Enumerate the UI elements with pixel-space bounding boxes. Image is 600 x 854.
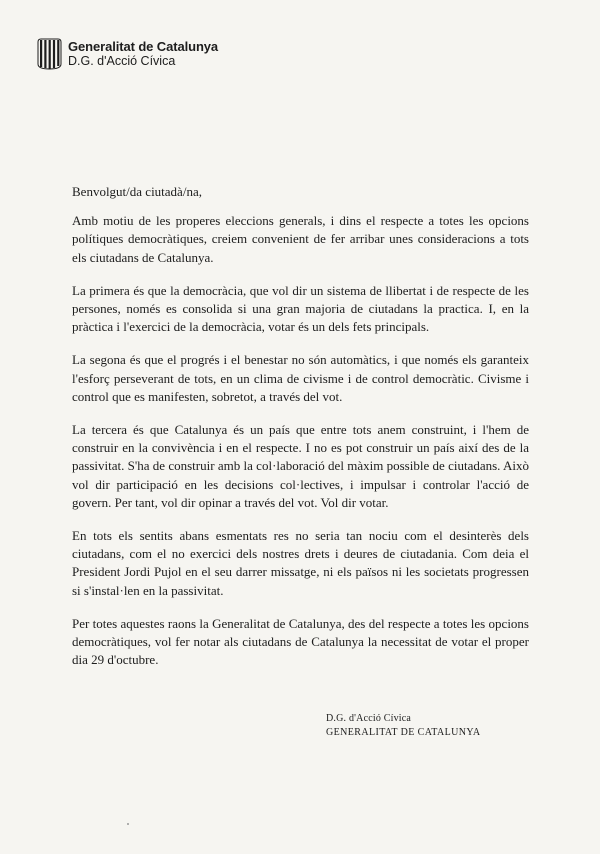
- organization-block: [68, 38, 218, 68]
- letter-paragraph: En tots els sentits abans esmentats res no seria tan nociu com el desinterès dels ciutadans, com el no exercici dels nostres drets i deures de ciutadania. Com deia el President Jordi Pujol en el seu darrer missatge, ni els països ni les societats progressen si s'instal·len en la passivitat.: [72, 528, 529, 598]
- paper-speck: [127, 823, 129, 825]
- letter-paragraph: La tercera és que Catalunya és un país que entre tots anem construint, i l'hem de construir en la convivència i en el respecte. I no es pot construir un país així des de la passivitat. S'ha de construir amb la col·laboració del màxim possible de ciutadans. Això vol dir participació en les decisions col·lectives, i impulsar i controlar l'acció de govern. Per tant, vol dir opinar a través del vot. Vol dir votar.: [72, 422, 529, 510]
- letter-paragraph: Per totes aquestes raons la Generalitat de Catalunya, des del respecte a totes les opcions democràtiques, vol fer notar als ciutadans de Catalunya la necessitat de votar el proper dia 29 d'octubre.: [72, 615, 529, 668]
- department-name: D.G. d'Acció Cívica: [68, 53, 176, 68]
- signature-block: [326, 712, 480, 740]
- signature-department: D.G. d'Acció Cívica: [326, 713, 412, 724]
- letterhead: [37, 38, 218, 70]
- letter-body: [72, 183, 529, 684]
- letter-paragraph: Amb motiu de les properes eleccions generals, i dins el respecte a totes les opcions polítiques democràtiques, creiem convenient de fer arribar unes consideracions a tots els ciutadans de Catalunya.: [72, 213, 529, 265]
- letter-paragraph: La segona és que el progrés i el benestar no són automàtics, i que només els garanteix l'esforç perseverant de tots, en un clima de civisme i de control democràtic. Civisme i control que es manifesten, sobretot, a través del vot.: [72, 352, 529, 404]
- organization-name: Generalitat de Catalunya: [68, 39, 219, 54]
- signature-organization: GENERALITAT DE CATALUNYA: [326, 727, 481, 738]
- senyera-stripes-icon: [37, 38, 62, 70]
- letter-greeting: Benvolgut/da ciutadà/na,: [72, 184, 202, 199]
- letter-paragraph: La primera és que la democràcia, que vol dir un sistema de llibertat i de respecte de les persones, només es consolida si una gran majoria de ciutadans la practica. I, en la pràctica i l'exercici de la democràcia, votar és un dels fets principals.: [72, 282, 529, 335]
